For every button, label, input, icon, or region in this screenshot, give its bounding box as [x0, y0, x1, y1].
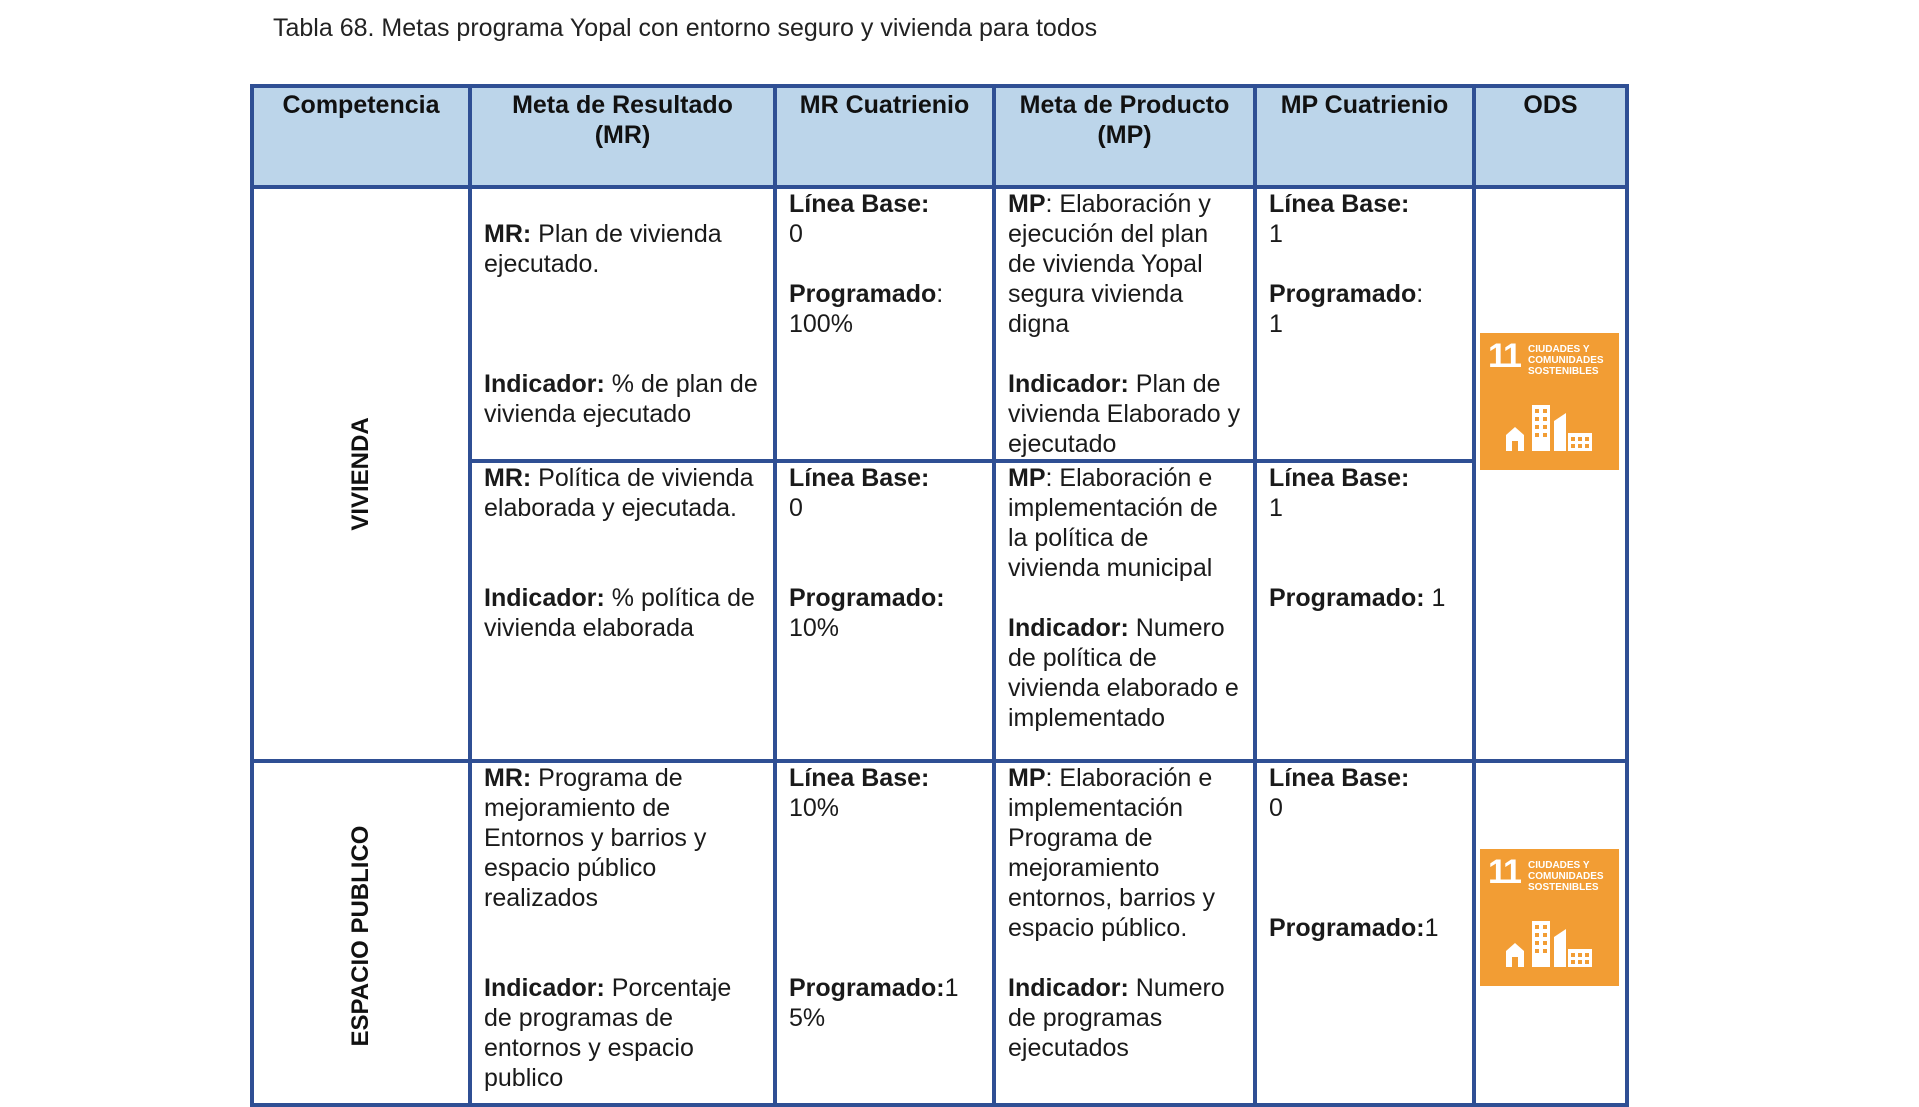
- mr-text: Plan de vivienda ejecutado.: [484, 220, 722, 278]
- table-row: [252, 187, 1627, 461]
- meta-resultado-cell: [470, 187, 775, 461]
- meta-producto-cell: [994, 187, 1255, 461]
- mp-linea-base-value: 1: [1269, 220, 1283, 248]
- sdg-number: 11: [1488, 337, 1520, 375]
- table-header-row: [252, 86, 1627, 187]
- mr-label: MR:: [484, 464, 532, 492]
- meta-producto-cell: [994, 461, 1255, 761]
- mp-text: : Elaboración e implementación Programa de mejoramiento entornos, barrios y espacio público.: [1008, 764, 1216, 942]
- table-row: [252, 761, 1627, 1105]
- mr-text: Política de vivienda elaborada y ejecutada.: [484, 464, 754, 522]
- header-competencia: Competencia: [252, 86, 470, 187]
- programado-label: Programado:: [789, 974, 945, 1002]
- competencia-cell: [252, 187, 470, 761]
- mp-programado-value: 1: [1431, 584, 1446, 612]
- sdg-11-icon: [1480, 849, 1619, 986]
- mr-text: Programa de mejoramiento de Entornos y barrios y espacio público realizados: [484, 764, 707, 912]
- mr-linea-base-value: 0: [789, 494, 803, 522]
- mp-indicador: Plan de vivienda Elaborado y ejecutado: [1008, 370, 1241, 458]
- mr-cuatrienio-cell: Línea Base: 0 Programado: 100%: [775, 187, 994, 461]
- indicador-label: Indicador:: [484, 584, 605, 612]
- linea-base-label: Línea Base:: [789, 764, 930, 792]
- header-mr-cuatrienio: MR Cuatrienio: [775, 86, 994, 187]
- mr-programado-value: 100%: [789, 310, 853, 338]
- table-caption: Tabla 68. Metas programa Yopal con entorno seguro y vivienda para todos: [273, 14, 1098, 42]
- mr-cuatrienio-cell: [775, 761, 994, 1105]
- sdg-11-icon: [1480, 333, 1619, 470]
- mp-cuatrienio-cell: [1255, 761, 1474, 1105]
- mp-cuatrienio-cell: Línea Base: 1 Programado: 1: [1255, 187, 1474, 461]
- mr-indicador: % política de vivienda elaborada: [484, 584, 755, 642]
- competencia-cell: [252, 761, 470, 1105]
- programado-label: Programado:: [1269, 914, 1425, 942]
- mp-programado-value: 1: [1269, 310, 1283, 338]
- header-mp-cuatrienio: MP Cuatrienio: [1255, 86, 1474, 187]
- programado-label: Programado: [1269, 280, 1417, 308]
- mp-programado-value: 1: [1424, 914, 1439, 942]
- mr-programado-value: 10%: [789, 614, 840, 642]
- competencia-label: VIVIENDA: [347, 417, 374, 531]
- ods-cell: [1474, 187, 1627, 761]
- programado-label: Programado: [789, 280, 937, 308]
- indicador-label: Indicador:: [484, 974, 605, 1002]
- mr-linea-base-value: 10%: [789, 794, 840, 822]
- mr-cuatrienio-cell: [775, 461, 994, 761]
- mp-linea-base-value: 1: [1269, 494, 1283, 522]
- mp-text: : Elaboración e implementación de la política de vivienda municipal: [1008, 464, 1218, 582]
- programado-label: Programado:: [1269, 584, 1425, 612]
- indicador-label: Indicador:: [1008, 974, 1129, 1002]
- meta-resultado-cell: [470, 761, 775, 1105]
- ods-cell: [1474, 761, 1627, 1105]
- mp-label: MP: [1008, 764, 1046, 792]
- sdg-text: CIUDADES Y COMUNIDADES SOSTENIBLES: [1528, 344, 1604, 377]
- mr-label: MR:: [484, 764, 532, 792]
- programado-label: Programado:: [789, 584, 945, 612]
- mp-indicador: Numero de política de vivienda elaborado e implementado: [1008, 614, 1239, 732]
- mr-linea-base-value: 0: [789, 220, 803, 248]
- linea-base-label: Línea Base:: [789, 190, 930, 218]
- city-buildings-icon: [1502, 399, 1598, 451]
- mr-indicador: Porcentaje de programas de entornos y espacio publico: [484, 974, 732, 1092]
- linea-base-label: Línea Base:: [789, 464, 930, 492]
- sdg-number: 11: [1488, 853, 1520, 891]
- mp-cuatrienio-cell: [1255, 461, 1474, 761]
- competencia-label: ESPACIO PUBLICO: [347, 825, 374, 1047]
- meta-producto-cell: [994, 761, 1255, 1105]
- mp-indicador: Numero de programas ejecutados: [1008, 974, 1225, 1062]
- indicador-label: Indicador:: [1008, 614, 1129, 642]
- mr-indicador: % de plan de vivienda ejecutado: [484, 370, 758, 428]
- mp-label: MP: [1008, 190, 1046, 218]
- linea-base-label: Línea Base:: [1269, 464, 1410, 492]
- indicador-label: Indicador:: [484, 370, 605, 398]
- mr-programado-value: 1 5%: [789, 974, 959, 1032]
- mp-label: MP: [1008, 464, 1046, 492]
- header-meta-resultado: Meta de Resultado (MR): [470, 86, 775, 187]
- mp-text: : Elaboración y ejecución del plan de vivienda Yopal segura vivienda digna: [1008, 190, 1211, 338]
- mr-label: MR:: [484, 220, 532, 248]
- header-ods: ODS: [1474, 86, 1627, 187]
- sdg-text: CIUDADES Y COMUNIDADES SOSTENIBLES: [1528, 860, 1604, 893]
- meta-resultado-cell: [470, 461, 775, 761]
- mp-linea-base-value: 0: [1269, 794, 1283, 822]
- header-meta-producto: Meta de Producto (MP): [994, 86, 1255, 187]
- linea-base-label: Línea Base:: [1269, 764, 1410, 792]
- linea-base-label: Línea Base:: [1269, 190, 1410, 218]
- city-buildings-icon: [1502, 915, 1598, 967]
- goals-table: [250, 84, 1629, 1107]
- indicador-label: Indicador:: [1008, 370, 1129, 398]
